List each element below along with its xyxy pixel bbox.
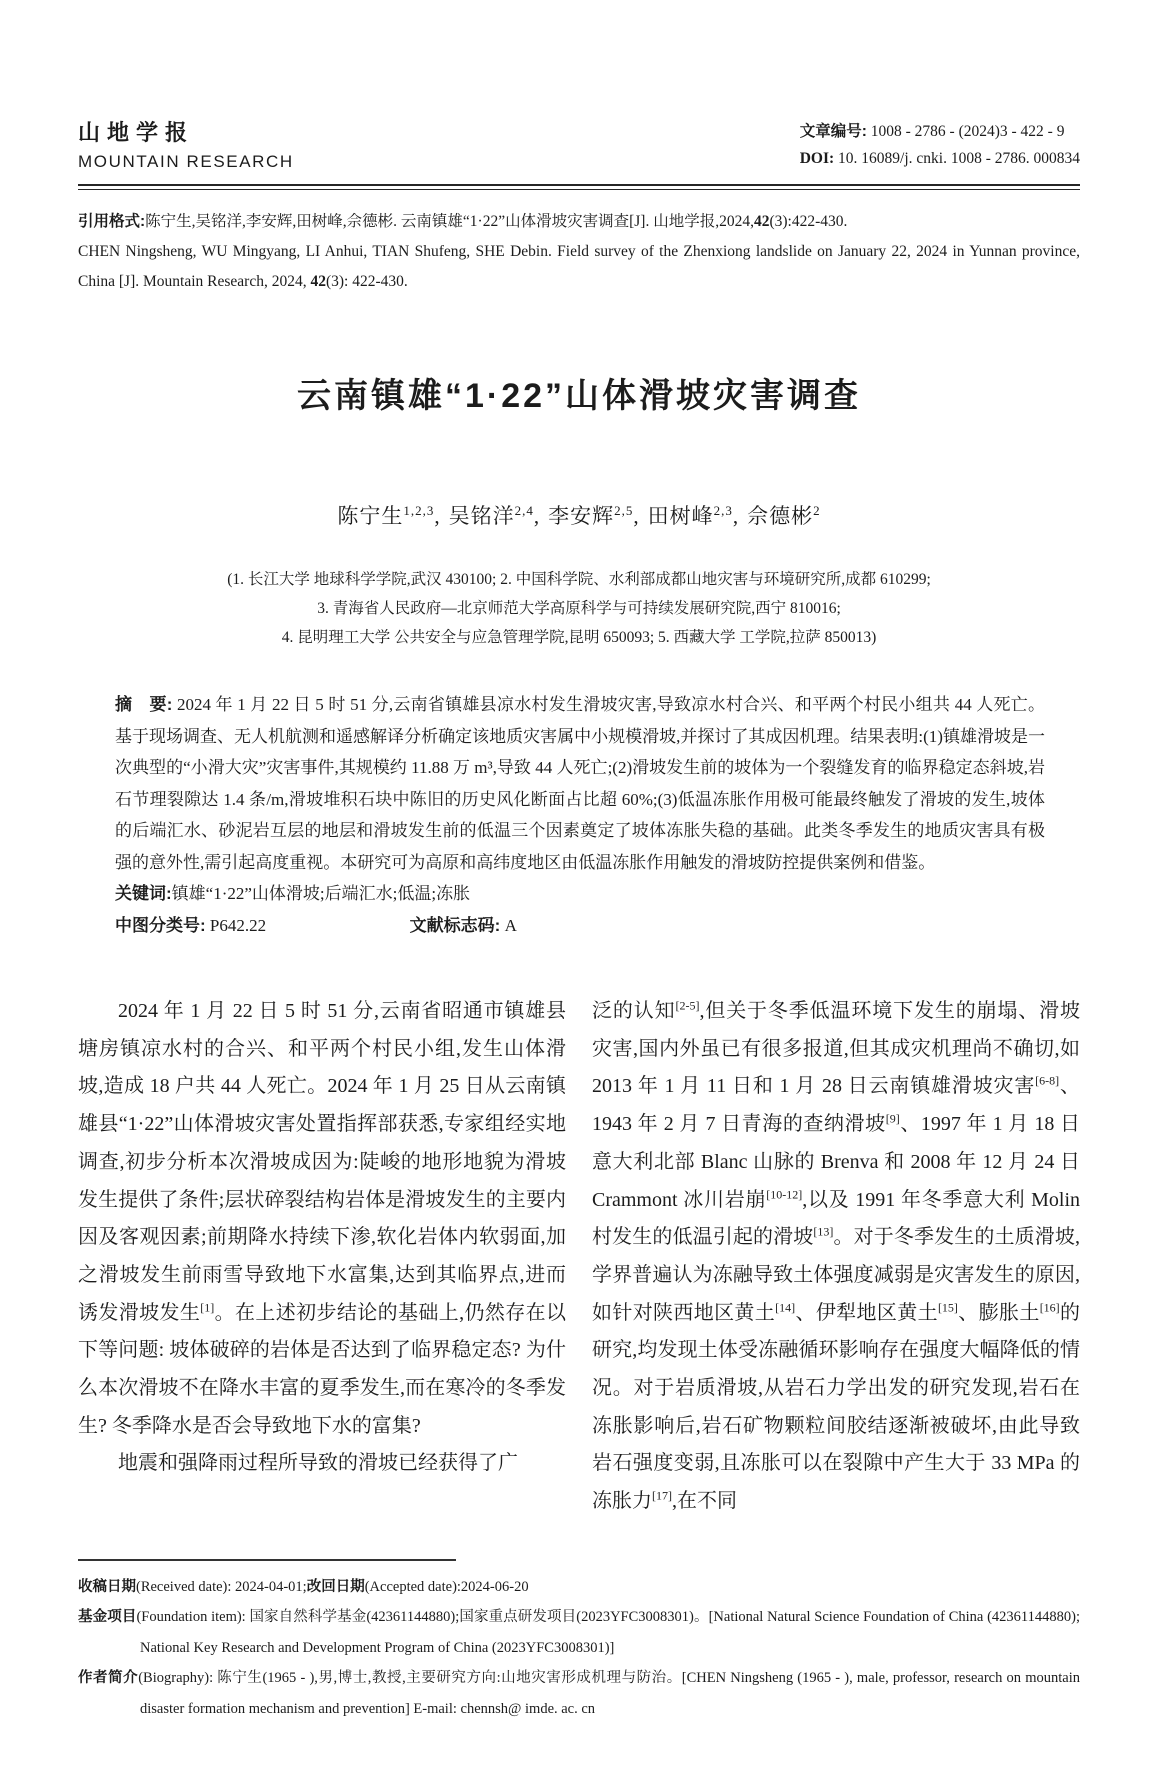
abstract (115, 689, 1045, 878)
citation-block (78, 207, 1080, 297)
author-list (78, 500, 1080, 530)
keywords-line (115, 878, 1045, 910)
citation-cn-volume: 42 (753, 213, 770, 230)
citation-en-text: CHEN Ningsheng, WU Mingyang, LI Anhui, TIAN Shufeng, SHE Debin. Field survey of the Zhenxiong landslide on January 22, 2024 in Yunnan province, China [J]. Mountain Research, 2024, (78, 243, 1080, 290)
footnote-divider (78, 1559, 456, 1561)
abstract-text: 2024 年 1 月 22 日 5 时 51 分,云南省镇雄县凉水村发生滑坡灾害,导致凉水村合兴、和平两个村民小组共 44 人死亡。基于现场调查、无人机航测和遥感解译分析确定该地质灾害属中小规模滑坡,并探讨了其成因机理。结果表明:(1)镇雄滑坡是一次典型的“小滑大灾”灾害事件,其规模约 11.88 万 m³,导致 44 人死亡;(2)滑坡发生前的坡体为一个裂缝发育的临界稳定态斜坡,岩石节理裂隙达 1.4 条/m,滑坡堆积石块中陈旧的历史风化断面占比超 60%;(3)低温冻胀作用极可能最终触发了滑坡的发生,坡体的后端汇水、砂泥岩互层的地层和滑坡发生前的低温三个因素奠定了坡体冻胀失稳的基础。此类冬季发生的地质灾害具有极强的意外性,需引起高度重视。本研究可为高原和高纬度地区由低温冻胀作用触发的滑坡防控提供案例和借鉴。 (115, 695, 1046, 872)
clc-value: P642.22 (209, 915, 267, 935)
author-name: 陈宁生 (337, 504, 404, 528)
affiliation-list (78, 565, 1080, 652)
author (449, 504, 549, 528)
classification-line (115, 910, 1045, 942)
citation-en-volume: 42 (310, 273, 326, 290)
article-number-line (800, 118, 1080, 145)
article-number-label: 文章编号: (799, 123, 867, 140)
author-affil-sup: 2,3 (713, 503, 733, 518)
citation-en (78, 237, 1080, 297)
citation-label: 引用格式: (78, 213, 146, 230)
author-separator: , (434, 504, 441, 528)
author (747, 504, 821, 528)
author-affil-sup: 2,4 (514, 503, 534, 518)
doc-code-value: A (504, 915, 517, 935)
citation-cn (78, 207, 1080, 237)
body-text (78, 993, 1080, 1521)
author (548, 504, 648, 528)
abstract-section (115, 689, 1045, 941)
doi-line (800, 145, 1080, 172)
body-column-right (592, 993, 1080, 1521)
citation-cn-text: 陈宁生,吴铭洋,李安辉,田树峰,佘德彬. 云南镇雄“1·22”山体滑坡灾害调查[J]. 山地学报,2024, (145, 213, 754, 230)
affiliation-line: (1. 长江大学 地球科学学院,武汉 430100; 2. 中国科学院、水利部成都山地灾害与环境研究所,成都 610299; (227, 571, 931, 588)
footnote-foundation-item: 基金项目(Foundation item): 国家自然科学基金(42361144880);国家重点研发项目(2023YFC3008301)。[National Natural Science Foundation of China (42361144880); National Key Research and Development Program of China (2023YFC3008301)] (78, 1609, 1080, 1656)
journal-brand (78, 116, 294, 172)
author-name: 佘德彬 (747, 504, 814, 528)
doi-label: DOI: (799, 150, 835, 167)
author-separator: , (633, 504, 640, 528)
journal-name-en: MOUNTAIN RESEARCH (78, 152, 294, 171)
affiliation-line: 4. 昆明理工大学 公共安全与应急管理学院,昆明 650093; 5. 西藏大学 工学院,拉萨 850013) (281, 629, 877, 646)
doi-value: 10. 16089/j. cnki. 1008 - 2786. 000834 (838, 150, 1080, 167)
article-number-value: 1008 - 2786 - (2024)3 - 422 - 9 (870, 123, 1065, 140)
author (337, 504, 448, 528)
footnote-biography: 作者简介(Biography): 陈宁生(1965 - ),男,博士,教授,主要研究方向:山地灾害形成机理与防治。[CHEN Ningsheng (1965 - ), male, professor, research on mountain disaster formation mechanism and prevention] E-mail: chennsh@ imde. ac. cn (78, 1670, 1080, 1717)
author-separator: , (732, 504, 740, 528)
clc-label: 中图分类号: (115, 915, 206, 935)
author-affil-sup: 2,5 (614, 503, 634, 518)
page-header (78, 0, 1080, 172)
author-affil-sup: 2 (813, 503, 821, 518)
author-name: 吴铭洋 (448, 504, 515, 528)
body-column-left (78, 993, 566, 1521)
journal-name-cn: 山地学报 (78, 120, 195, 145)
author-separator: , (533, 504, 541, 528)
keywords-text: 镇雄“1·22”山体滑坡;后端汇水;低温;冻胀 (171, 884, 471, 903)
author-name: 田树峰 (647, 504, 714, 528)
header-divider (78, 184, 1080, 190)
paper-title: 云南镇雄“1·22”山体滑坡灾害调查 (296, 377, 862, 415)
citation-cn-pages: (3):422-430. (769, 213, 848, 230)
author (648, 504, 748, 528)
author-name: 李安辉 (548, 504, 615, 528)
abstract-label: 摘 要: (115, 695, 173, 714)
keywords-label: 关键词: (115, 884, 172, 903)
body-paragraph: 泛的认知[2-5],但关于冬季低温环境下发生的崩塌、滑坡灾害,国内外虽已有很多报道,但其成灾机理尚不确切,如 2013 年 1 月 11 日和 1 月 28 日云南镇雄滑坡灾害[6-8]、1943 年 2 月 7 日青海的查纳滑坡[9]、1997 年 1 月 18 日意大利北部 Blanc 山脉的 Brenva 和 2008 年 12 月 24 日 Crammont 冰川岩崩[10-12],以及 1991 年冬季意大利 Molin 村发生的低温引起的滑坡[13]。对于冬季发生的土质滑坡,学界普遍认为冻融导致土体强度减弱是灾害发生的原因,如针对陕西地区黄土[14]、伊犁地区黄土[15]、膨胀土[16]的研究,均发现土体受冻融循环影响存在强度大幅降低的情况。对于岩质滑坡,从岩石力学出发的研究发现,岩石在冻胀影响后,岩石矿物颗粒间胶结逐渐被破坏,由此导致岩石强度变弱,且冻胀可以在裂隙中产生大于 33 MPa 的冻胀力[17],在不同 (592, 998, 1081, 1513)
body-paragraph: 2024 年 1 月 22 日 5 时 51 分,云南省昭通市镇雄县塘房镇凉水村的合兴、和平两个村民小组,发生山体滑坡,造成 18 户共 44 人死亡。2024 年 1 月 25 日从云南镇雄县“1·22”山体滑坡灾害处置指挥部获悉,专家组经实地调查,初步分析本次滑坡成因为:陡峻的地形地貌为滑坡发生提供了条件;层状碎裂结构岩体是滑坡发生的主要内因及客观因素;前期降水持续下渗,软化岩体内软弱面,加之滑坡发生前雨雪导致地下水富集,达到其临界点,进而诱发滑坡发生[1]。在上述初步结论的基础上,仍然存在以下等问题: 坡体破碎的岩体是否达到了临界稳定态? 为什么本次滑坡不在降水丰富的夏季发生,而在寒冷的冬季发生? 冬季降水是否会导致地下水的富集? (78, 1000, 566, 1437)
footnote-received-date: 收稿日期(Received date): 2024-04-01;改回日期(Accepted date):2024-06-20 (78, 1578, 529, 1595)
body-paragraph: 地震和强降雨过程所导致的滑坡已经获得了广 (118, 1452, 518, 1475)
citation-en-pages: (3): 422-430. (325, 273, 408, 290)
author-affil-sup: 1,2,3 (403, 503, 435, 518)
footnote-section (78, 1572, 1080, 1725)
doc-code-label: 文献标志码: (409, 915, 501, 935)
affiliation-line: 3. 青海省人民政府—北京师范大学高原科学与可持续发展研究院,西宁 810016; (317, 600, 841, 617)
article-meta (800, 116, 1080, 172)
